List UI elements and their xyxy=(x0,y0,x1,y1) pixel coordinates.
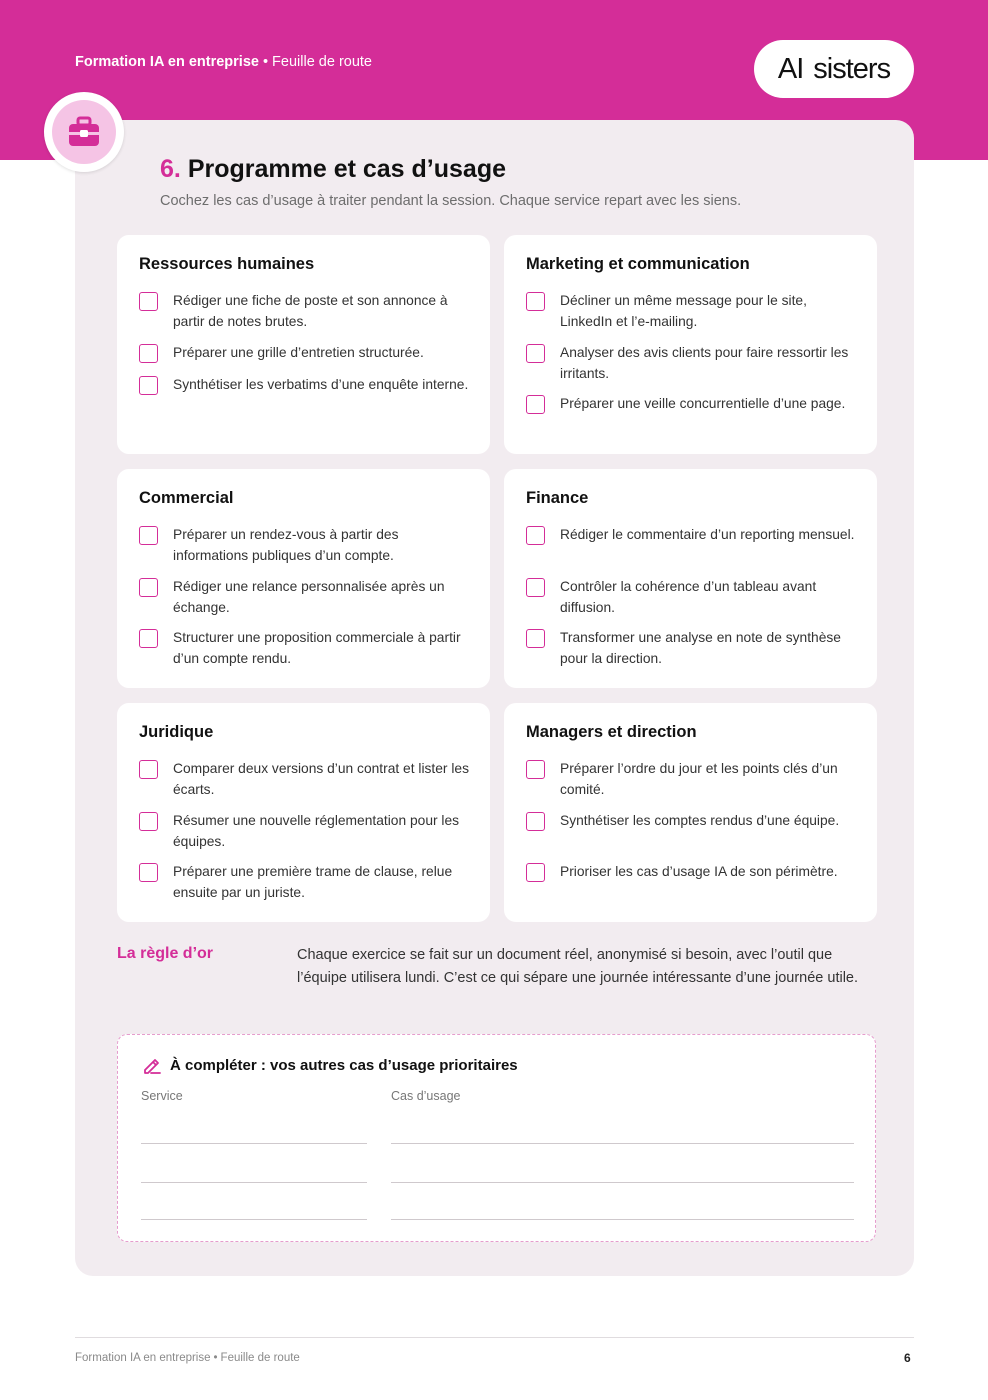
checklist-item-label: Rédiger une fiche de poste et son annonce à partir de notes brutes. xyxy=(173,293,448,329)
checklist-item-label: Contrôler la cohérence d’un tableau avant diffusion. xyxy=(560,579,817,615)
checklist-item-label: Transformer une analyse en note de synthèse pour la direction. xyxy=(560,630,841,666)
card-finance xyxy=(504,469,877,688)
checkbox[interactable] xyxy=(526,578,545,597)
checklist-item-label: Structurer une proposition commerciale à partir d’un compte rendu. xyxy=(173,630,461,666)
checkbox[interactable] xyxy=(526,395,545,414)
usecase-input-line[interactable] xyxy=(391,1143,854,1144)
checkbox[interactable] xyxy=(526,526,545,545)
footer-doc: Feuille de route xyxy=(220,1352,300,1364)
section-title-text: Programme et cas d’usage xyxy=(187,155,507,183)
pencil-icon xyxy=(142,1055,162,1075)
checklist-item-label: Synthétiser les comptes rendus d’une équipe. xyxy=(560,813,840,828)
checkbox[interactable] xyxy=(139,812,158,831)
card-ressources-humaines xyxy=(117,235,490,454)
fill-in-title-text: À compléter : vos autres cas d’usage prioritaires xyxy=(170,1056,518,1074)
brand-logo xyxy=(754,40,914,98)
checklist-item-label: Synthétiser les verbatims d’une enquête interne. xyxy=(173,377,469,392)
checkbox[interactable] xyxy=(139,629,158,648)
checkbox[interactable] xyxy=(526,812,545,831)
section-title xyxy=(160,155,506,184)
logo-sisters: sisters xyxy=(813,52,891,85)
checkbox[interactable] xyxy=(139,292,158,311)
card-title: Commercial xyxy=(139,489,234,507)
header-course: Formation IA en entreprise xyxy=(75,54,259,70)
card-title: Juridique xyxy=(139,723,214,741)
checkbox[interactable] xyxy=(526,760,545,779)
card-managers xyxy=(504,703,877,922)
section-number: 6. xyxy=(160,155,181,183)
checklist-item-label: Préparer l’ordre du jour et les points clés d’un comité. xyxy=(560,761,838,797)
checkbox[interactable] xyxy=(139,344,158,363)
checklist-item-label: Préparer un rendez-vous à partir des informations publiques d’un compte. xyxy=(173,527,399,563)
checkbox[interactable] xyxy=(526,344,545,363)
usecase-input-line[interactable] xyxy=(391,1182,854,1183)
card-title: Ressources humaines xyxy=(139,255,315,273)
checkbox[interactable] xyxy=(139,526,158,545)
header-separator: • xyxy=(262,54,269,70)
checklist-item-label: Décliner un même message pour le site, LinkedIn et l’e-mailing. xyxy=(560,293,807,329)
page-number: 6 xyxy=(904,1351,911,1365)
service-input-line[interactable] xyxy=(141,1182,367,1183)
card-juridique xyxy=(117,703,490,922)
usecase-input-line[interactable] xyxy=(391,1219,854,1220)
golden-rule-text: Chaque exercice se fait sur un document réel, anonymisé si besoin, avec l’outil que l’équipe utilisera lundi. C’est ce qui sépare une journée intéressante d’une journée utile. xyxy=(297,947,859,986)
checkbox[interactable] xyxy=(526,863,545,882)
logo-ai: AI xyxy=(777,52,804,85)
checklist-item-label: Résumer une nouvelle réglementation pour les équipes. xyxy=(173,813,460,849)
column-label-usecase: Cas d’usage xyxy=(391,1089,461,1103)
card-title: Marketing et communication xyxy=(526,255,750,273)
header-doc: Feuille de route xyxy=(272,54,372,70)
footer-breadcrumb xyxy=(75,1352,300,1364)
section-subtitle: Cochez les cas d’usage à traiter pendant la session. Chaque service repart avec les siens. xyxy=(160,193,742,209)
checklist-item-label: Rédiger une relance personnalisée après un échange. xyxy=(173,579,445,615)
fill-in-title xyxy=(142,1055,518,1075)
checkbox[interactable] xyxy=(139,376,158,395)
card-commercial xyxy=(117,469,490,688)
section-badge xyxy=(44,92,124,172)
column-label-service: Service xyxy=(141,1089,183,1103)
footer-course: Formation IA en entreprise xyxy=(75,1352,211,1364)
checklist-item-label: Préparer une première trame de clause, relue ensuite par un juriste. xyxy=(173,864,453,900)
checkbox[interactable] xyxy=(139,760,158,779)
checklist-item-label: Analyser des avis clients pour faire ressortir les irritants. xyxy=(560,345,849,381)
checkbox[interactable] xyxy=(139,578,158,597)
checklist-item-label: Rédiger le commentaire d’un reporting mensuel. xyxy=(560,527,855,542)
checklist-item-label: Préparer une veille concurrentielle d’une page. xyxy=(560,396,846,411)
briefcase-icon xyxy=(66,115,102,149)
fill-in-box xyxy=(117,1034,876,1242)
checkbox[interactable] xyxy=(139,863,158,882)
checkbox[interactable] xyxy=(526,629,545,648)
header-breadcrumb xyxy=(75,54,372,70)
checkbox[interactable] xyxy=(526,292,545,311)
footer-separator: • xyxy=(213,1352,218,1364)
checklist-item-label: Prioriser les cas d’usage IA de son périmètre. xyxy=(560,864,838,879)
card-marketing xyxy=(504,235,877,454)
checklist-item-label: Comparer deux versions d’un contrat et lister les écarts. xyxy=(173,761,469,797)
golden-rule-label: La règle d’or xyxy=(117,945,214,962)
card-title: Managers et direction xyxy=(526,723,697,741)
card-title: Finance xyxy=(526,489,589,507)
footer-divider xyxy=(75,1337,914,1338)
checklist-item-label: Préparer une grille d’entretien structurée. xyxy=(173,345,424,360)
service-input-line[interactable] xyxy=(141,1143,367,1144)
service-input-line[interactable] xyxy=(141,1219,367,1220)
